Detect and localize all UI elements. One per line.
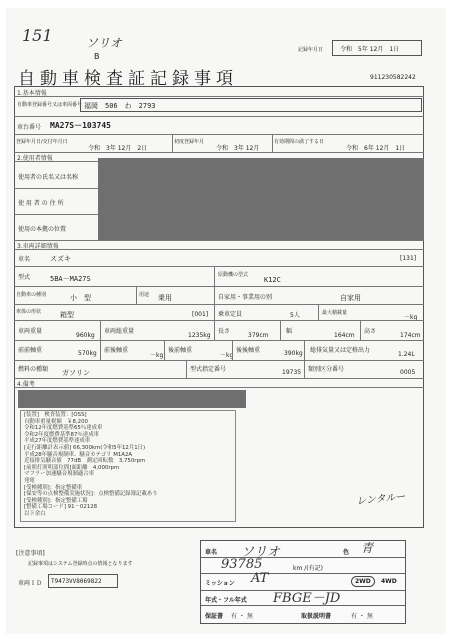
divider [360, 320, 361, 340]
rear-front-axle-value: －kg [220, 352, 234, 359]
section-remarks-heading: 4.備考 [17, 381, 35, 388]
registration-number-value: 福岡 506 わ 2793 [84, 102, 156, 110]
height-value: 174cm [400, 332, 421, 339]
user-name-label: 使用者の氏名又は名称 [18, 174, 79, 181]
max-load-value: －kg [404, 314, 418, 321]
record-date-label: 記録年月日 [298, 47, 324, 53]
car-id-label: 車両ＩＤ [18, 580, 43, 587]
remarks-line: 近接排気騒音値 77dB 測定回転数 3,750rpm [24, 458, 146, 465]
rear-rear-axle-value: 390kg [284, 350, 303, 357]
divider [14, 249, 424, 250]
tag-name-value: ソリオ [241, 545, 280, 560]
remarks-line: [装置] 検査装置：[OSS] [24, 412, 87, 418]
divider [304, 340, 305, 360]
remarks-line: 発電 [24, 477, 35, 484]
divider [232, 340, 233, 360]
divider [164, 340, 165, 360]
divider [14, 360, 424, 361]
make-label: 車名 [18, 256, 31, 263]
business-use-value: 自家用 [340, 294, 361, 302]
body-shape-value: 箱型 [60, 311, 74, 319]
divider [214, 304, 215, 320]
remarks-line: 令和2年度燃費基準87％達成車 [24, 431, 99, 438]
user-address-label: 使 用 者 の 住 所 [18, 200, 64, 207]
handwritten-number: 151 [22, 26, 53, 45]
tag-model-label: 年式・フル年式 [205, 597, 247, 604]
engine-type-value: K12C [264, 276, 281, 284]
section-vehicle-heading: 3.車両詳細情報 [17, 243, 59, 250]
divider [272, 134, 273, 152]
expiry-date-value: 令和 6年 12月 1日 [346, 145, 406, 152]
divider [14, 340, 424, 341]
tag-mission-value: AT [251, 571, 269, 586]
divider [14, 266, 424, 267]
displacement-label: 総排気量又は定格出力 [310, 347, 371, 354]
base-location-label: 使用の本拠の位置 [18, 226, 67, 233]
first-registration-label: 初度登録年月 [174, 139, 205, 145]
divider [14, 387, 424, 388]
document-title: 自動車検査証記録事項 [18, 69, 238, 89]
first-registration-value: 令和 3年 12月 [216, 145, 260, 152]
divider [14, 320, 424, 321]
remarks-line: 自動車重量税額 ￥8,200 [24, 418, 88, 425]
use-value: 乗用 [158, 294, 172, 302]
divider [186, 360, 187, 378]
handwritten-letter: B [94, 52, 100, 61]
section-user-heading: 2.使用者情報 [17, 155, 53, 162]
type-label: 型式 [18, 274, 31, 281]
displacement-value: 1.24L [398, 351, 415, 358]
divider [100, 320, 101, 340]
category-number-label: 類別区分番号 [308, 366, 345, 373]
vehicle-weight-label: 車両重量 [18, 328, 43, 335]
registration-date-label: 登録年月日/交付年月日 [16, 139, 68, 145]
tag-mileage-value: 93785 [221, 557, 263, 572]
divider [136, 286, 137, 304]
tag-manual-label: 取扱説明書 [301, 613, 332, 620]
length-value: 379cm [248, 332, 269, 339]
remarks-box [20, 410, 236, 522]
tag-color-value: 青 [361, 541, 374, 555]
handwritten-rental: レンタルー [355, 491, 407, 508]
remarks-line: [受検種別]：指定整備工場 [24, 497, 88, 504]
gross-weight-value: 1235kg [188, 332, 211, 339]
vehicle-weight-value: 960kg [76, 332, 95, 339]
vehicle-kind-value: 小 型 [70, 294, 91, 302]
tag-manual-options: 有 ・ 無 [351, 613, 373, 620]
divider [100, 340, 101, 360]
remarks-line: 平成28年騒音規制車、騒音カテゴリ M1A2A [24, 451, 133, 458]
gross-weight-label: 車両総重量 [104, 328, 135, 335]
rear-rear-axle-label: 後後軸重 [236, 347, 261, 354]
tag-warranty-options: 有 ・ 無 [231, 613, 253, 620]
designation-number-value: 19735 [282, 369, 302, 376]
remarks-line: [前照灯照明部位間]面距離 4,000rpm [24, 464, 120, 471]
front-rear-axle-label: 前後軸重 [104, 347, 129, 354]
category-number-value: 0005 [400, 369, 416, 376]
divider [172, 134, 173, 152]
divider [214, 266, 215, 286]
tag-mileage-unit: km /(有記) [293, 565, 323, 572]
remarks-line: マフラー加速騒音規制適合車 [24, 471, 95, 478]
divider [14, 378, 424, 379]
handwritten-model: ソリオ [86, 36, 122, 50]
remarks-line: [保安等の点検整備実施状況]：点検整備記録簿記載あり [24, 491, 158, 498]
tag-warranty-label: 保証書 [205, 613, 224, 620]
divider [14, 304, 424, 305]
rear-front-axle-label: 後前軸重 [168, 347, 193, 354]
redacted-remarks [18, 390, 246, 408]
registration-number-label: 自動車登録番号又は車両番号 [17, 102, 83, 108]
car-id-value: T9473VV8069822 [51, 578, 102, 585]
remarks-line: 以下余白 [24, 510, 46, 517]
document-number: 911230582242 [370, 74, 416, 81]
remarks-line: [受検種別]：指定整備車 [24, 484, 83, 491]
redacted-user-info [98, 158, 424, 240]
notes-label: [注意事項] [16, 550, 45, 557]
expiry-date-label: 有効期間の満了する日 [274, 139, 325, 145]
tag-divider [201, 573, 405, 574]
tag-model-value: FBGE－JD [273, 591, 341, 606]
tag-mission-label: ミッション [205, 580, 235, 587]
fuel-type-value: ガソリン [62, 369, 90, 377]
front-front-axle-label: 前前軸重 [18, 347, 43, 354]
type-value: 5BA－MA27S [50, 275, 91, 283]
divider [14, 96, 424, 97]
capacity-label: 乗車定員 [218, 311, 243, 318]
body-shape-label: 車体の形状 [16, 309, 42, 315]
length-label: 長さ [218, 328, 231, 335]
divider [14, 116, 424, 117]
make-value: スズキ [50, 255, 71, 263]
divider [14, 240, 424, 241]
divider [214, 320, 215, 340]
record-date-value: 令和 5年 12月 1日 [340, 46, 400, 53]
tag-color-label: 色 [343, 549, 350, 556]
notes-text: 記録事項はシステム登録時点の情報となります [28, 561, 133, 567]
chassis-number-value: MA27S－103745 [50, 121, 111, 130]
height-label: 高さ [364, 328, 377, 335]
divider [280, 320, 281, 340]
make-code: [131] [400, 255, 417, 262]
divider [214, 286, 215, 304]
section-basic-heading: 1.基本情報 [17, 90, 47, 97]
business-use-label: 自家用・事業用の別 [218, 294, 273, 301]
divider [304, 360, 305, 378]
width-value: 164cm [334, 332, 355, 339]
vehicle-kind-label: 自動車の種別 [16, 292, 47, 298]
capacity-value: 5人 [290, 312, 300, 319]
use-label: 用途 [139, 292, 150, 298]
remarks-line: [走行距離計表示値] 66,300km(令和5年12月1日) [24, 444, 146, 451]
fuel-type-label: 燃料の種類 [18, 366, 49, 373]
divider [14, 214, 98, 215]
engine-type-label: 原動機の型式 [218, 272, 249, 278]
divider [14, 134, 424, 135]
divider [14, 188, 98, 189]
chassis-number-label: 車台番号 [17, 124, 42, 131]
width-label: 幅 [286, 328, 293, 335]
body-shape-code: [001] [192, 311, 209, 318]
remarks-line: 平成27年度燃費基準達成車 [24, 438, 91, 445]
vehicle-tag-card [200, 540, 406, 624]
tag-divider [201, 605, 405, 606]
front-rear-axle-value: －kg [150, 352, 164, 359]
tag-2wd-option: 2WD [351, 576, 375, 587]
tag-name-label: 車名 [205, 549, 218, 556]
registration-date-value: 令和 3年 12月 2日 [88, 145, 148, 152]
designation-number-label: 型式指定番号 [190, 366, 227, 373]
max-load-label: 最大積載量 [322, 310, 348, 316]
divider [14, 152, 424, 153]
divider [318, 304, 319, 320]
remarks-line: 令和12年度燃費基準65％達成車 [24, 425, 103, 432]
divider [14, 286, 424, 287]
remarks-line: [整備工場コード] 91－02128 [24, 504, 98, 511]
front-front-axle-value: 570kg [78, 350, 97, 357]
tag-4wd-option: 4WD [381, 578, 397, 585]
